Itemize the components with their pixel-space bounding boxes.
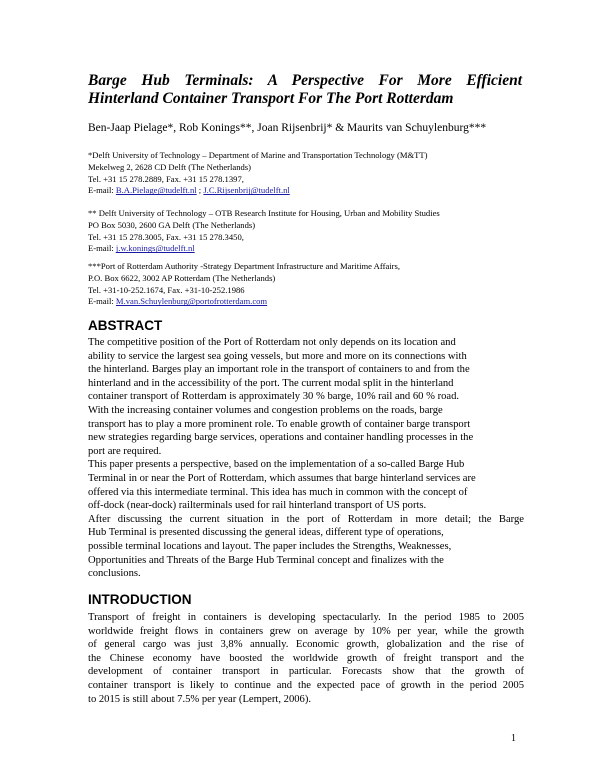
affiliation-line: *Delft University of Technology – Department of Marine and Transportation Technology (M&TT) — [88, 150, 428, 160]
affiliation-line: Mekelweg 2, 2628 CD Delft (The Netherlands) — [88, 161, 251, 172]
affiliation-line: Tel. +31 15 278.3005, Fax. +31 15 278.3450, — [88, 231, 244, 242]
page-number: 1 — [511, 733, 516, 744]
affiliation-3 — [88, 261, 522, 308]
abstract-line: hinterland and in the accessibility of the port. The current modal split in the hinterland — [88, 377, 454, 389]
abstract-line: The competitive position of the Port of Rotterdam not only depends on its location and — [88, 337, 456, 348]
abstract-line: new strategies regarding barge services, operations and container handling processes in the — [88, 432, 474, 444]
email-link[interactable]: j.w.konings@tudelft.nl — [115, 243, 195, 254]
introduction-heading: INTRODUCTION — [88, 592, 192, 607]
abstract-line: container transport of Rotterdam is approximately 30 % barge, 10% rail and 60 % road. — [88, 391, 460, 403]
abstract-line: conclusions. — [88, 568, 141, 580]
abstract-line: Terminal in or near the Port of Rotterdam, which assumes that barge hinterland services are — [88, 472, 476, 484]
email-label: E-mail: — [88, 185, 116, 196]
email-link[interactable]: M.van.Schuylenburg@portofrotterdam.com — [115, 296, 268, 307]
introduction-line: container transport is likely to continue and the expected pace of growth in the period 2005 — [88, 679, 524, 691]
abstract-line: With the increasing container volumes and congestion problems on the roads, barge — [88, 404, 443, 416]
introduction-line: Transport of freight in containers is developing spectacularly. In the period 1985 to 2005 — [88, 612, 524, 623]
affiliation-line: ** Delft University of Technology – OTB Research Institute for Housing, Urban and Mobility Studies — [88, 208, 440, 218]
email-link[interactable]: J.C.Rijsenbrij@tudelft.nl — [203, 185, 290, 196]
abstract-line: port are required. — [88, 445, 162, 457]
affiliation-line: PO Box 5030, 2600 GA Delft (The Netherlands) — [88, 219, 256, 230]
email-link[interactable]: B.A.Pielage@tudelft.nl — [115, 185, 197, 196]
affiliation-line: Tel. +31 15 278.2889, Fax. +31 15 278.1397, — [88, 173, 244, 184]
affiliation-line: ***Port of Rotterdam Authority -Strategy Department Infrastructure and Maritime Affairs, — [88, 261, 401, 271]
affiliation-line: Tel. +31-10-252.1674, Fax. +31-10-252.1986 — [88, 284, 245, 295]
introduction-body — [88, 611, 524, 706]
abstract-line: ability to service the largest sea going vessels, but more and more on its connections with — [88, 350, 467, 362]
abstract-line: After discussing the current situation in the port of Rotterdam in more detail; the Barge — [88, 513, 524, 525]
affiliation-email-line — [88, 296, 522, 308]
abstract-line: This paper presents a perspective, based on the implementation of a so-called Barge Hub — [88, 459, 465, 471]
affiliation-1 — [88, 150, 522, 197]
abstract-line: Hub Terminal is presented discussing the general ideas, different type of operations, — [88, 527, 444, 539]
email-separator: ; — [196, 185, 204, 196]
affiliation-line: P.O. Box 6622, 3002 AP Rotterdam (The Netherlands) — [88, 272, 276, 283]
affiliation-email-line — [88, 185, 522, 197]
introduction-line: development of container transport in particular. Forecasts show that the growth of — [88, 666, 524, 678]
abstract-line: Opportunities and Threats of the Barge Hub Terminal concept and finalizes with the — [88, 554, 444, 566]
paper-title — [88, 72, 522, 108]
title-line-2: Hinterland Container Transport For The Port Rotterdam — [88, 90, 454, 107]
affiliation-email-line — [88, 243, 522, 255]
abstract-body — [88, 336, 524, 581]
abstract-line: offered via this intermediate terminal. This idea has much in common with the concept of — [88, 486, 468, 498]
email-label: E-mail: — [88, 296, 116, 307]
introduction-line: worldwide freight flows in containers grew on average by 10% per year, while the growth — [88, 625, 524, 637]
title-line-1: Barge Hub Terminals: A Perspective For More Efficient — [88, 72, 522, 89]
author-list: Ben-Jaap Pielage*, Rob Konings**, Joan Rijsenbrij* & Maurits van Schuylenburg*** — [88, 122, 487, 134]
abstract-line: the hinterland. Barges play an important role in the transport of containers to and from the — [88, 364, 470, 376]
introduction-line: of general cargo was just 3,8% annually. Economic growth, globalization and the rise of — [88, 639, 524, 651]
abstract-heading: ABSTRACT — [88, 318, 163, 333]
introduction-line: to 2015 is still about 7.5% per year (Lempert, 2006). — [88, 693, 312, 705]
abstract-line: transport has to play a more prominent role. To enable growth of container barge transport — [88, 418, 471, 430]
abstract-line: off-dock (near-dock) railterminals used for rail hinterland transport of US ports. — [88, 500, 427, 512]
abstract-line: possible terminal locations and layout. The paper includes the Strengths, Weaknesses, — [88, 540, 452, 552]
affiliation-2 — [88, 208, 522, 255]
email-label: E-mail: — [88, 243, 116, 254]
introduction-line: the Chinese economy have boosted the worldwide growth of freight transport and the — [88, 652, 524, 664]
